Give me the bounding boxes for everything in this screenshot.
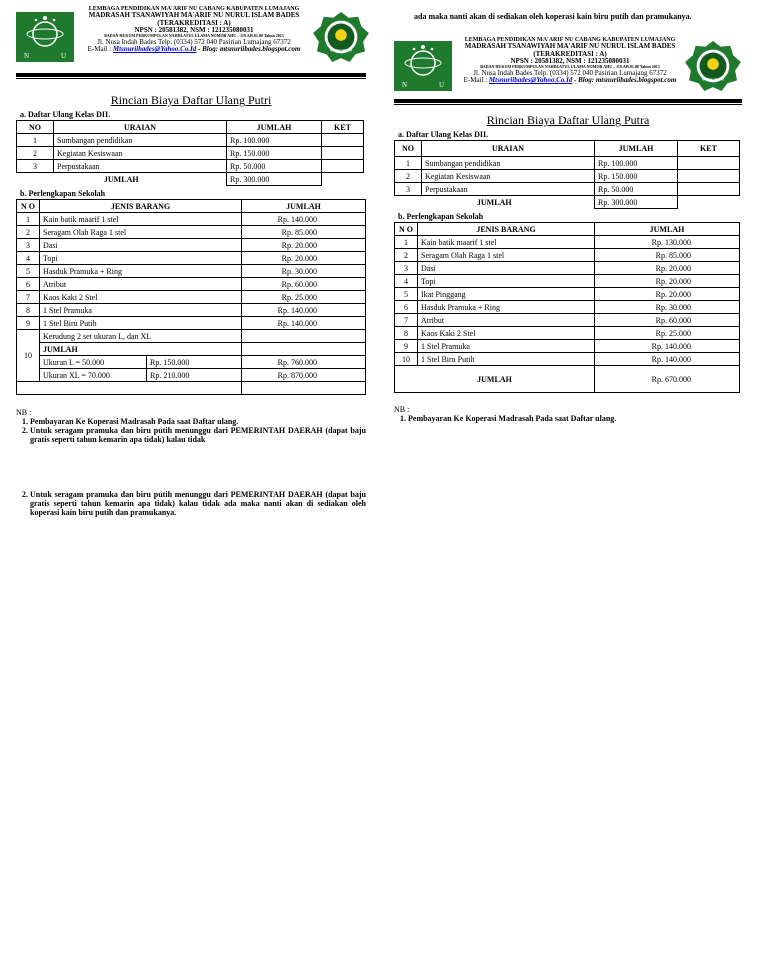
- cell-jumlah: Rp. 50.000: [227, 160, 322, 173]
- blog-text: - Blog: mtsnuriibades.blogspot.com: [196, 44, 301, 53]
- cell-jumlah: Rp. 20.000: [595, 262, 740, 275]
- cell-no: 5: [17, 265, 40, 278]
- col-header: JUMLAH: [242, 200, 366, 213]
- cell-no: 2: [17, 226, 40, 239]
- cell-jumlah: Rp. 130.000: [595, 236, 740, 249]
- cell-no: 1: [395, 157, 422, 170]
- col-header: NO: [17, 121, 54, 134]
- col-header: N O: [17, 200, 40, 213]
- note-item: 1. Pembayaran Ke Koperasi Madrasah Pada saat Daftar ulang.: [30, 417, 366, 426]
- cell-jumlah: Rp. 20.000: [242, 239, 366, 252]
- table-row: [17, 239, 366, 252]
- table-row: [17, 226, 366, 239]
- cell-uraian: Kegiatan Kesiswaan: [422, 170, 595, 183]
- letterhead-line3: (TERAKREDITASI : A): [533, 49, 607, 58]
- table-row: [395, 249, 740, 262]
- cell-item: Kerudung 2 set ukuran L, dan XL: [40, 330, 242, 343]
- page-title: Rincian Biaya Daftar Ulang Putri: [110, 93, 272, 107]
- cell-ukuran: Ukuran L = 50.000: [40, 356, 147, 369]
- cell-jumlah: Rp. 25.000: [595, 327, 740, 340]
- letterhead-address: Jl. Nusa Indah Bades Telp. (0334) 572 040 Pasirian Lumajang 67372: [473, 68, 667, 77]
- table-daftar-ulang: [16, 120, 364, 186]
- header-rule-thin: [16, 78, 366, 79]
- cell-item: Topi: [40, 252, 242, 265]
- table-row: [17, 147, 364, 160]
- table-row: [17, 317, 366, 330]
- cell-ket: [678, 170, 740, 183]
- cell-uraian: Sumbangan pendidikan: [54, 134, 227, 147]
- cell-empty: [242, 382, 366, 395]
- cell-jumlah: Rp. 20.000: [595, 288, 740, 301]
- table-row: [395, 170, 740, 183]
- notes: [16, 408, 366, 517]
- logo-letter-n: N: [402, 81, 408, 89]
- col-header: KET: [678, 141, 740, 157]
- cell-item: 1 Stel Biru Putih: [418, 353, 595, 366]
- cell-no: 10: [17, 330, 40, 382]
- cell-no: 8: [395, 327, 418, 340]
- letterhead-contact: [454, 77, 686, 84]
- note-item: 1. Pembayaran Ke Koperasi Madrasah Pada saat Daftar ulang.: [408, 414, 742, 423]
- cell-item: Kain batik maarif 1 stel: [418, 236, 595, 249]
- table-row: [17, 278, 366, 291]
- cell-item: Topi: [418, 275, 595, 288]
- table-row: [395, 314, 740, 327]
- cell-ket: [322, 134, 364, 147]
- email-link[interactable]: Mtsnuriibades@Yahoo.Co.Id: [112, 44, 197, 53]
- table-daftar-ulang: [394, 140, 740, 209]
- cell-item: Kaos Kaki 2 Stel: [418, 327, 595, 340]
- cell-item: 1 Stel Pramuka: [418, 340, 595, 353]
- cell-jumlah: Rp. 150.000: [227, 147, 322, 160]
- nu-logo: [16, 12, 74, 62]
- section-b-title: b. Perlengkapan Sekolah: [20, 189, 106, 198]
- nb-label: NB :: [394, 405, 410, 414]
- cell-no: 1: [17, 134, 54, 147]
- cell-jumlah: Rp. 85.000: [595, 249, 740, 262]
- notes: [394, 405, 742, 423]
- logo-letter-u: U: [61, 52, 67, 60]
- cell-jumlah: Rp. 140.000: [242, 317, 366, 330]
- total-value: Rp. 300.000: [227, 173, 322, 186]
- letterhead-line5: BADAN HUKUM PERKUMPULAN NAHDLATUL ULAMA NOMOR AHU – 119.AH.01.08 Tahun 2013: [104, 33, 284, 39]
- table-row: [17, 330, 366, 343]
- email-label: E-Mail :: [463, 75, 489, 84]
- letterhead-text: [454, 37, 686, 84]
- table-row: [17, 160, 364, 173]
- right-column: [394, 0, 742, 423]
- cell-no: 4: [17, 252, 40, 265]
- total-value: Rp. 670.000: [595, 366, 740, 393]
- cell-jumlah-label: JUMLAH: [40, 343, 242, 356]
- table-total-row: [395, 366, 740, 393]
- cell-price: Rp. 150.000: [147, 356, 242, 369]
- cell-item: Kain batik maarif 1 stel: [40, 213, 242, 226]
- cell-uraian: Perpustakaan: [422, 183, 595, 196]
- cell-no: 7: [395, 314, 418, 327]
- cell-no: 8: [17, 304, 40, 317]
- cell-empty: [17, 382, 242, 395]
- letterhead-line4: NPSN : 20581382, NSM : 121235080031: [510, 56, 630, 65]
- col-header: JUMLAH: [595, 141, 678, 157]
- cell-item: Hasduk Pramuka + Ring: [418, 301, 595, 314]
- table-perlengkapan: [394, 222, 740, 393]
- table-row: [395, 340, 740, 353]
- header-rule: [394, 99, 742, 103]
- cell-no: 7: [17, 291, 40, 304]
- page-title: Rincian Biaya Daftar Ulang Putra: [486, 113, 650, 127]
- cell-jumlah: Rp. 140.000: [242, 304, 366, 317]
- table-row: [17, 356, 366, 369]
- cell-item: 1 Stel Biru Putih: [40, 317, 242, 330]
- cell-item: Ikat Pinggang: [418, 288, 595, 301]
- cell-jumlah: Rp. 20.000: [595, 275, 740, 288]
- letterhead-line4: NPSN : 20581382, NSM : 121235080031: [134, 25, 254, 34]
- cell-no: 2: [395, 249, 418, 262]
- cell-item: Dasi: [418, 262, 595, 275]
- table-row: [395, 183, 740, 196]
- cell-jumlah: Rp. 60.000: [242, 278, 366, 291]
- cell-jumlah: Rp. 140.000: [595, 353, 740, 366]
- cell-jumlah: Rp. 100.000: [227, 134, 322, 147]
- table-total-row: [395, 196, 740, 209]
- madrasah-logo: [684, 41, 742, 91]
- table-row: [395, 236, 740, 249]
- cell-item: Atribut: [40, 278, 242, 291]
- cell-item: 1 Stel Pramuka: [40, 304, 242, 317]
- table-row: [17, 382, 366, 395]
- table-row: [17, 343, 366, 356]
- cell-jumlah: [242, 330, 366, 343]
- cell-no: 2: [17, 147, 54, 160]
- header-rule-thin: [394, 104, 742, 105]
- cell-jumlah: Rp. 30.000: [595, 301, 740, 314]
- header-rule: [16, 73, 366, 77]
- table-row: [17, 304, 366, 317]
- col-header: URAIAN: [54, 121, 227, 134]
- note-item: 2. Untuk seragam pramuka dan biru putih menunggu dari PEMERINTAH DAERAH (dapat baju gratis seperti tahun kemarin apa tidak) kalau tidak: [30, 426, 366, 444]
- letterhead-line3: (TERAKREDITASI : A): [157, 18, 231, 27]
- cell-jumlah: Rp. 30.000: [242, 265, 366, 278]
- letterhead: [394, 37, 742, 99]
- letterhead: [16, 6, 366, 68]
- table-row: [395, 262, 740, 275]
- cell-no: 9: [17, 317, 40, 330]
- cell-no: 9: [395, 340, 418, 353]
- letterhead-line1: LEMBAGA PENDIDIKAN MA'ARIF NU CABANG KABUPATEN LUMAJANG: [88, 6, 300, 12]
- cell-no: 3: [17, 160, 54, 173]
- note-item: 2. Untuk seragam pramuka dan biru putih menunggu dari PEMERINTAH DAERAH (dapat baju gratis seperti tahun kemarin apa tidak) kalau tidak ada maka nanti akan di sediakan oleh koperasi kain biru putih dan pramukanya.: [30, 490, 366, 517]
- cell-jumlah: Rp. 85.000: [242, 226, 366, 239]
- letterhead-text: [78, 6, 310, 53]
- table-row: [395, 327, 740, 340]
- table-perlengkapan: [16, 199, 366, 395]
- letterhead-line1: LEMBAGA PENDIDIKAN MA'ARIF NU CABANG KABUPATEN LUMAJANG: [464, 37, 676, 43]
- cell-item: Dasi: [40, 239, 242, 252]
- table-row: [17, 134, 364, 147]
- table-row: [17, 213, 366, 226]
- cell-no: 3: [395, 262, 418, 275]
- table-row: [395, 275, 740, 288]
- cell-item: Seragam Olah Raga 1 stel: [40, 226, 242, 239]
- cell-ket: [322, 147, 364, 160]
- col-header: JUMLAH: [227, 121, 322, 134]
- table-row: [17, 252, 366, 265]
- logo-caption: NURUL ISLAM: [329, 48, 353, 53]
- cell-ukuran: Ukuran XL = 70.000: [40, 369, 147, 382]
- cell-item: Kaos Kaki 2 Stel: [40, 291, 242, 304]
- letterhead-line2: MADRASAH TSANAWIYAH MA'ARIF NU NURUL ISLAM BADES: [88, 11, 300, 20]
- table-row: [17, 291, 366, 304]
- cell-empty: [322, 173, 364, 186]
- col-header: JENIS BARANG: [40, 200, 242, 213]
- cell-uraian: Kegiatan Kesiswaan: [54, 147, 227, 160]
- madrasah-logo: [312, 12, 370, 62]
- cell-no: 10: [395, 353, 418, 366]
- cell-no: 1: [17, 213, 40, 226]
- cell-no: 6: [395, 301, 418, 314]
- letterhead-contact: [78, 46, 310, 53]
- letterhead-line5: BADAN HUKUM PERKUMPULAN NAHDLATUL ULAMA NOMOR AHU – 119.AH.01.08 Tahun 2013: [480, 64, 660, 70]
- cell-item: Atribut: [418, 314, 595, 327]
- logo-letter-u: U: [439, 81, 445, 89]
- cell-jumlah: Rp. 150.000: [595, 170, 678, 183]
- total-label: JUMLAH: [103, 174, 139, 184]
- email-link[interactable]: Mtsnuriibades@Yahoo.Co.Id: [488, 75, 573, 84]
- cell-item: Seragam Olah Raga 1 stel: [418, 249, 595, 262]
- cell-jumlah: [242, 343, 366, 356]
- cell-no: 2: [395, 170, 422, 183]
- email-label: E-Mail :: [87, 44, 113, 53]
- col-header: NO: [395, 141, 422, 157]
- total-label: JUMLAH: [395, 366, 595, 393]
- cell-price: Rp. 210.000: [147, 369, 242, 382]
- cell-jumlah: Rp. 25.000: [242, 291, 366, 304]
- table-row: [395, 288, 740, 301]
- cell-empty: [678, 196, 740, 209]
- blog-text: - Blog: mtsnuriibades.blogspot.com: [572, 75, 677, 84]
- section-a-title: a. Daftar Ulang Kelas DII.: [20, 110, 111, 119]
- cell-no: 6: [17, 278, 40, 291]
- cell-ket: [322, 160, 364, 173]
- cell-no: 3: [395, 183, 422, 196]
- cell-no: 4: [395, 275, 418, 288]
- table-row: [395, 353, 740, 366]
- logo-caption: NURUL ISLAM: [701, 77, 725, 82]
- cell-uraian: Sumbangan pendidikan: [422, 157, 595, 170]
- letterhead-line2: MADRASAH TSANAWIYAH MA'ARIF NU NURUL ISLAM BADES: [464, 42, 676, 51]
- total-label: JUMLAH: [476, 197, 512, 207]
- col-header: KET: [322, 121, 364, 134]
- section-a-title: a. Daftar Ulang Kelas DII.: [398, 130, 489, 139]
- cell-uraian: Perpustakaan: [54, 160, 227, 173]
- col-header: N O: [395, 223, 418, 236]
- nu-logo: [394, 41, 452, 91]
- cell-ket: [678, 157, 740, 170]
- cell-jumlah: Rp. 60.000: [595, 314, 740, 327]
- letterhead-address: Jl. Nusa Indah Bades Telp. (0334) 572 040 Pasirian Lumajang 67372: [97, 37, 291, 46]
- cell-jumlah: Rp. 870.000: [242, 369, 366, 382]
- cell-jumlah: Rp. 100.000: [595, 157, 678, 170]
- cell-jumlah: Rp. 140.000: [595, 340, 740, 353]
- table-row: [395, 301, 740, 314]
- table-row: [395, 157, 740, 170]
- cell-no: 1: [395, 236, 418, 249]
- section-b-title: b. Perlengkapan Sekolah: [398, 212, 484, 221]
- table-row: [17, 265, 366, 278]
- cell-ket: [678, 183, 740, 196]
- table-total-row: [17, 173, 364, 186]
- left-column: [16, 0, 366, 517]
- col-header: JENIS BARANG: [418, 223, 595, 236]
- continued-note: ada maka nanti akan di sediakan oleh koperasi kain biru putih dan pramukanya.: [414, 12, 692, 21]
- cell-no: 3: [17, 239, 40, 252]
- col-header: JUMLAH: [595, 223, 740, 236]
- cell-item: Hasduk Pramuka + Ring: [40, 265, 242, 278]
- total-value: Rp. 300.000: [595, 196, 678, 209]
- cell-no: 5: [395, 288, 418, 301]
- cell-jumlah: Rp. 760.000: [242, 356, 366, 369]
- cell-jumlah: Rp. 20.000: [242, 252, 366, 265]
- table-row: [17, 369, 366, 382]
- logo-letter-n: N: [24, 52, 30, 60]
- col-header: URAIAN: [422, 141, 595, 157]
- cell-jumlah: Rp. 50.000: [595, 183, 678, 196]
- cell-jumlah: Rp. 140.000: [242, 213, 366, 226]
- nb-label: NB :: [16, 408, 32, 417]
